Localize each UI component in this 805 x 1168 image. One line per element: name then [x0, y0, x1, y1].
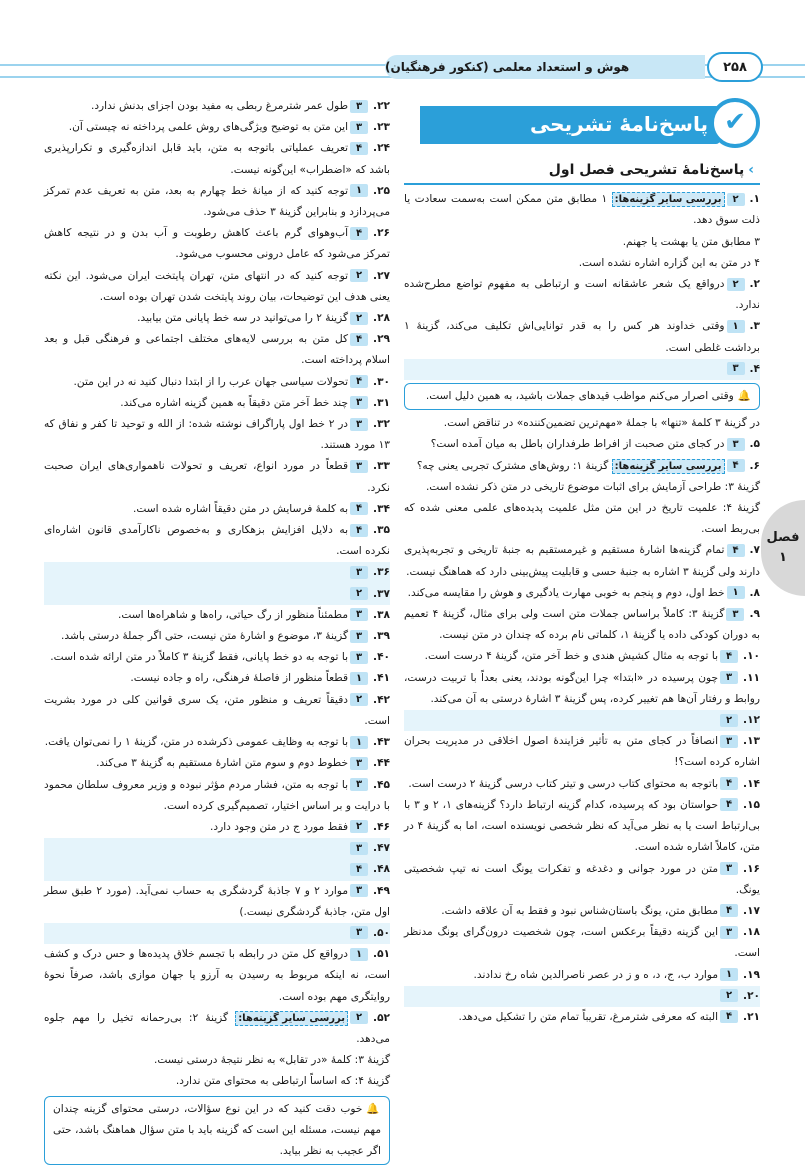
tip-text: خوب دقت کنید که در این نوع سؤالات، درستی محتوای گزینه چندان مهم نیست، مسئله این است که گزینه باید با متن سؤال هماهنگ باشد، حتی اگر عجیب به نظر بیاید. — [53, 1102, 381, 1157]
page-header — [0, 52, 805, 82]
answer-badge: ۳ — [720, 862, 738, 875]
answer-text: گزینهٔ ۳: کلمهٔ «در تقابل» به نظر نتیجهٔ درستی نیست. — [153, 1054, 390, 1067]
answer-item — [44, 138, 390, 180]
question-number: ۳۴. — [373, 502, 390, 515]
answer-item — [404, 434, 760, 455]
question-number: ۲۹. — [373, 333, 390, 346]
book-title: هوش و استعداد معلمی (کنکور فرهنگیان) — [385, 55, 705, 79]
answer-item — [44, 117, 390, 138]
question-number: ۵۰. — [373, 926, 390, 939]
answer-item — [404, 731, 760, 773]
answer-item — [44, 520, 390, 562]
answer-badge: ۳ — [350, 396, 368, 409]
section-title — [404, 158, 760, 185]
answer-text: این گزینه دقیقاً برعکس است، چون شخصیت درون‌گرای یونگ مدنظر است. — [404, 926, 760, 960]
answer-badge: ۱ — [350, 948, 368, 961]
answer-item — [44, 647, 390, 668]
answer-badge: ۳ — [350, 884, 368, 897]
answer-text: طول عمر شترمرغ ربطی به مفید بودن اجزای بدنش ندارد. — [90, 100, 349, 112]
answer-text: موارد ۲ و ۷ جاذبهٔ گردشگری به حساب نمی‌آید. (مورد ۲ طبق سطر اول متن، جاذبهٔ گردشگری نیست.) — [44, 884, 390, 918]
question-number: ۴۱. — [373, 672, 390, 685]
question-number: ۴. — [749, 362, 760, 375]
question-number: ۱۴. — [743, 777, 760, 790]
answer-badge: ۳ — [350, 651, 368, 664]
answer-item — [404, 795, 760, 859]
answer-badge: ۴ — [720, 1010, 738, 1023]
question-number: ۲۳. — [373, 121, 390, 134]
answer-item — [44, 223, 390, 265]
answer-item — [44, 605, 390, 626]
answer-badge: ۱ — [350, 736, 368, 749]
right-column — [404, 96, 760, 1028]
answer-item — [44, 775, 390, 817]
answer-item — [404, 316, 760, 358]
answer-text: با توجه به دو خط پایانی، فقط گزینهٔ ۳ کاملاً در متن ارائه شده است. — [50, 651, 349, 664]
answer-badge: ۲ — [350, 587, 368, 600]
answer-badge: ۲ — [350, 312, 368, 325]
question-number: ۲۴. — [373, 142, 390, 155]
question-number: ۵. — [749, 438, 760, 451]
answer-badge: ۳ — [350, 121, 368, 134]
answer-text: مطابق متن، یونگ باستان‌شناس نبود و فقط به آن علاقه داشت. — [441, 904, 719, 917]
answer-text: گزینهٔ ۴: که اساساً ارتباطی به محتوای متن ندارد. — [175, 1075, 390, 1088]
question-number: ۱۶. — [743, 862, 760, 875]
answer-item — [44, 456, 390, 498]
answer-text: گزینهٔ ۱: روش‌های مشترک تجربی یعنی چه؟ — [416, 459, 609, 472]
answer-text: با توجه به وظایف عمومی ذکرشده در متن، گزینهٔ ۱ را نمی‌توان یافت. — [44, 736, 349, 749]
bell-icon: 🔔 — [737, 390, 751, 403]
answer-text: انصافاً در کجای متن به تأثیر فزایندهٔ اصول اخلاقی در مدیریت بحران اشاره کرده است؟! — [404, 735, 760, 769]
answer-item — [404, 477, 760, 498]
answer-text: دقیقاً تعریف و منظور متن، یک سری قوانین کلی در مورد بشریت است. — [44, 693, 390, 727]
answer-item — [404, 583, 760, 604]
answer-badge: ۴ — [720, 650, 738, 663]
answer-item — [404, 1007, 760, 1028]
chapter-side-tab — [761, 500, 805, 596]
answer-badge: ۴ — [350, 333, 368, 346]
question-number: ۲۶. — [373, 227, 390, 240]
question-number: ۲۸. — [373, 312, 390, 325]
answer-text: گزینهٔ ۳: طراحی آزمایش برای اثبات موضوع تاریخی در متن ذکر نشده است. — [425, 480, 760, 493]
section-title-text: پاسخ‌نامهٔ تشریحی فصل اول — [548, 162, 745, 178]
question-number: ۳۱. — [373, 396, 390, 409]
answer-badge: ۳ — [726, 608, 744, 621]
answer-text: با توجه به متن، فشار مردم مؤثر نبوده و وزیر معروف سلطان محمود با درایت و بر اساس اختیار، تصمیم‌گیری کرده است. — [44, 778, 390, 812]
question-number: ۳۷. — [373, 587, 390, 600]
answer-badge: ۳ — [350, 566, 368, 579]
answer-text: خطوط دوم و سوم متن اشارهٔ مستقیم به گزینهٔ ۳ می‌کند. — [96, 757, 349, 770]
answer-badge: ۲ — [350, 269, 368, 282]
answer-text: ۱ مطابق متن ممکن است به‌سمت سعادت یا ذلت سوق دهد. — [404, 193, 760, 227]
answer-badge: ۳ — [720, 671, 738, 684]
answer-item — [44, 668, 390, 689]
question-number: ۴۷. — [373, 842, 390, 855]
answer-badge: ۲ — [727, 193, 745, 206]
answer-badge: ۲ — [720, 714, 738, 727]
answer-item — [404, 540, 760, 582]
question-number: ۲۲. — [373, 100, 390, 112]
answer-item — [44, 690, 390, 732]
chapter-number: ۱ — [779, 550, 787, 565]
answer-badge: ۳ — [720, 926, 738, 939]
answer-badge: ۱ — [720, 968, 738, 981]
answer-badge: ۳ — [350, 460, 368, 473]
answer-item — [44, 393, 390, 414]
answer-text: به کلمهٔ فرسایش در متن دقیقاً اشاره شده است. — [133, 502, 349, 515]
answer-text: تحولات سیاسی جهان عرب را از ابتدا دنبال کنید نه در این متن. — [73, 375, 349, 388]
question-number: ۱۲. — [743, 714, 760, 727]
answer-badge: ۳ — [350, 608, 368, 621]
answer-text: ۴ در متن به این گزاره اشاره نشده است. — [578, 256, 760, 269]
question-number: ۲۵. — [373, 184, 390, 197]
question-number: ۱۸. — [743, 926, 760, 939]
answer-text: درواقع یک شعر عاشقانه است و ارتباطی به مفهوم تواضع مطرح‌شده ندارد. — [404, 278, 760, 312]
question-number: ۴۳. — [373, 736, 390, 749]
answer-item — [404, 232, 760, 253]
answer-item — [404, 965, 760, 986]
answer-badge: ۱ — [727, 586, 745, 599]
checkmark-icon: ✔ — [710, 98, 760, 148]
tip-note — [404, 383, 760, 410]
answer-item — [404, 646, 760, 667]
answer-item — [404, 359, 760, 380]
answer-text: گزینهٔ ۳، موضوع و اشارهٔ متن نیست، حتی اگر جملهٔ درستی باشد. — [61, 630, 349, 643]
question-number: ۴۰. — [373, 651, 390, 664]
question-number: ۱۱. — [743, 671, 760, 684]
answer-text: ۳ مطابق متن یا بهشت یا جهنم. — [622, 235, 760, 248]
answer-text: به دلایل افزایش بزهکاری و به‌خصوص ناکارآمدی قانون اشاره‌ای نکرده است. — [44, 524, 390, 558]
question-number: ۳. — [749, 320, 760, 333]
answer-text: موارد ب، ج، د، ه و ز در عصر ناصرالدین شاه رخ ندادند. — [473, 968, 719, 981]
question-number: ۱۹. — [743, 968, 760, 981]
page-number: ۲۵۸ — [707, 52, 763, 82]
answer-badge: ۱ — [727, 320, 745, 333]
question-number: ۳۶. — [373, 566, 390, 579]
answer-item — [404, 456, 760, 477]
answer-badge: ۴ — [350, 142, 368, 155]
answer-item — [404, 498, 760, 540]
answer-item — [404, 986, 760, 1007]
answer-text: آب‌وهوای گرم باعث کاهش رطوبت و آب بدن و در نتیجه کاهش تمرکز می‌شود که عامل درونی محسوب می‌شود. — [44, 227, 390, 261]
answer-text: کل متن به بررسی لایه‌های مختلف اجتماعی و فرهنگی قبل و بعد اسلام پرداخته است. — [44, 333, 390, 367]
answers-list-right — [404, 189, 760, 1028]
answer-item — [404, 774, 760, 795]
answer-item — [44, 562, 390, 583]
question-number: ۳۸. — [373, 608, 390, 621]
answer-badge: ۳ — [727, 362, 745, 375]
answer-badge: ۴ — [720, 904, 738, 917]
answer-badge: ۴ — [350, 502, 368, 515]
tip-note — [44, 1096, 390, 1166]
answer-item — [44, 881, 390, 923]
answer-item — [44, 859, 390, 880]
answer-item — [404, 710, 760, 731]
left-column — [44, 96, 390, 1168]
question-number: ۲۱. — [743, 1010, 760, 1023]
question-number: ۱۰. — [743, 650, 760, 663]
question-number: ۵۱. — [373, 948, 390, 961]
question-number: ۳۵. — [373, 524, 390, 537]
answer-badge: ۴ — [350, 863, 368, 876]
question-number: ۲. — [749, 278, 760, 291]
answer-badge: ۱ — [350, 672, 368, 685]
answer-item — [44, 732, 390, 753]
answer-text: گزینهٔ ۲: بی‌رحمانه تخیل را مهم جلوه می‌دهد. — [44, 1011, 390, 1045]
answer-item — [44, 584, 390, 605]
answer-item — [404, 604, 760, 646]
question-number: ۴۹. — [373, 884, 390, 897]
answer-item — [44, 372, 390, 393]
review-label: بررسی سایر گزینه‌ها: — [235, 1011, 348, 1026]
answer-item — [404, 668, 760, 710]
answer-text: حواستان بود که پرسیده، کدام گزینه ارتباط دارد؟ گزینه‌های ۱، ۲ و ۳ با بی‌ارتباط است یا به نظر می‌آید که نظر شخصی نویسنده است، اما به گزینهٔ ۴ در متن، کاملاً اشاره شده است. — [404, 798, 761, 854]
answer-badge: ۳ — [350, 778, 368, 791]
question-number: ۳۳. — [373, 460, 390, 473]
answer-item — [404, 274, 760, 316]
answer-text: توجه کنید که در انتهای متن، تهران پایتخت ایران می‌شود. این نکته یعنی هدف این توضیحات، بیان روند پایتخت شدن تهران بوده است. — [44, 269, 390, 303]
answer-badge: ۴ — [720, 798, 738, 811]
question-number: ۳۹. — [373, 630, 390, 643]
answer-badge: ۴ — [350, 375, 368, 388]
answer-badge: ۳ — [727, 438, 745, 451]
answer-item — [44, 414, 390, 456]
answer-text: گزینهٔ ۳: کاملاً براساس جملات متن است ولی برای مثال، گزینهٔ ۴ تعمیم به دوران کودکی داده یا گزینهٔ ۱، کلماتی نام برده که چندان در متن نیست. — [404, 608, 760, 642]
question-number: ۹. — [749, 608, 760, 621]
answer-item — [44, 817, 390, 838]
answer-item — [44, 838, 390, 859]
answer-badge: ۳ — [350, 842, 368, 855]
question-number: ۸. — [749, 586, 760, 599]
answer-text: فقط مورد ج در متن وجود دارد. — [210, 820, 349, 833]
answer-text: در ۲ خط اول پاراگراف نوشته شده: از الله و توحید تا کفر و نفاق که ۱۳ مورد هستند. — [44, 418, 390, 452]
answer-item — [44, 499, 390, 520]
answer-badge: ۲ — [350, 820, 368, 833]
question-number: ۴۴. — [373, 757, 390, 770]
question-number: ۶. — [749, 459, 760, 472]
answer-item — [44, 96, 390, 117]
answer-item — [44, 181, 390, 223]
answer-text: قطعاً منظور از فاصلهٔ فرهنگی، راه و جاده نیست. — [130, 672, 349, 685]
answer-item — [404, 413, 760, 434]
answer-text: وقتی خداوند هر کس را به قدر توانایی‌اش تکلیف می‌کند، گزینهٔ ۱ برداشت غلطی است. — [404, 320, 760, 354]
answer-badge: ۳ — [350, 757, 368, 770]
answer-item — [44, 944, 390, 1008]
answer-text: این متن به توضیح ویژگی‌های روش علمی پرداخته نه چیستی آن. — [68, 121, 349, 134]
question-number: ۳۲. — [373, 418, 390, 431]
answer-item — [44, 1050, 390, 1071]
question-number: ۴۸. — [373, 863, 390, 876]
answer-badge: ۴ — [727, 544, 745, 557]
answer-text: در گزینهٔ ۳ کلمهٔ «تنها» با جملهٔ «مهم‌ترین تضمین‌کننده» در تناقض است. — [443, 417, 760, 430]
answer-text: البته که معرفی شترمرغ، تقریباً تمام متن را تشکیل می‌دهد. — [458, 1010, 719, 1023]
answer-badge: ۴ — [727, 459, 745, 472]
answer-item — [44, 308, 390, 329]
answer-text: خط اول، دوم و پنجم به خوبی مهارت یادگیری و هوش را مقایسه می‌کند. — [407, 586, 725, 599]
answer-item — [44, 753, 390, 774]
question-number: ۴۵. — [373, 778, 390, 791]
answer-text: توجه کنید که از میانهٔ خط چهارم به بعد، متن به تعریف عدم تمرکز می‌پردازد و بنابراین گزینهٔ ۳ حذف می‌شود. — [44, 184, 390, 219]
answer-text: قطعاً در مورد انواع، تعریف و تحولات ناهمواری‌های ایران صحبت نکرد. — [44, 460, 390, 494]
answer-badge: ۲ — [720, 989, 738, 1002]
answer-item — [44, 1071, 390, 1092]
answer-badge: ۲ — [350, 1011, 368, 1024]
answer-text: باتوجه به محتوای کتاب درسی و تیتر کتاب درسی گزینهٔ ۲ درست است. — [408, 777, 719, 790]
tip-text: وقتی اصرار می‌کنم مواظب قیدهای جملات باشید، به همین دلیل است. — [425, 390, 734, 403]
question-number: ۴۶. — [373, 820, 390, 833]
answer-badge: ۱ — [350, 184, 368, 197]
answer-item — [404, 901, 760, 922]
answer-item — [404, 859, 760, 901]
answer-badge: ۳ — [350, 418, 368, 431]
answer-item — [404, 253, 760, 274]
answer-item — [44, 266, 390, 308]
question-number: ۳۰. — [373, 375, 390, 388]
answer-badge: ۴ — [350, 227, 368, 240]
answer-item — [404, 189, 760, 231]
answer-text: چند خط آخر متن دقیقاً به همین گزینه اشاره می‌کند. — [120, 396, 349, 409]
answer-item — [44, 626, 390, 647]
answer-text: متن در مورد جوانی و دغدغه و تفکرات یونگ است نه تیپ شخصیتی یونگ. — [404, 862, 760, 896]
answer-badge: ۳ — [350, 630, 368, 643]
chevron-icon: › — [748, 162, 754, 178]
question-number: ۱۵. — [743, 798, 760, 811]
answer-text: چون پرسیده در «ابتدا» چرا این‌گونه بودند، یعنی بعداً با تربیت درست، روابط و رفتار آن‌ها هم تغییر کرده، پس گزینهٔ ۳ اشارهٔ درستی به آن می‌کند. — [404, 671, 760, 705]
answer-text: تمام گزینه‌ها اشارهٔ مستقیم و غیرمستقیم به جنبهٔ تاریخی و تجربه‌پذیری دارند ولی گزینهٔ ۳ اشاره به جنبهٔ حسی و قابلیت پیش‌بینی دارد که هماهنگ نیست. — [404, 544, 760, 578]
answer-badge: ۴ — [720, 777, 738, 790]
answer-badge: ۲ — [350, 693, 368, 706]
answer-text: تعریف عملیاتی باتوجه به متن، باید قابل اندازه‌گیری و تکرارپذیری باشد که «اضطراب» این‌گونه نیست. — [44, 142, 390, 176]
bell-icon: 🔔 — [366, 1102, 381, 1115]
answer-item — [44, 329, 390, 371]
question-number: ۱. — [749, 193, 760, 206]
answer-badge: ۳ — [350, 100, 368, 113]
answer-text: با توجه به مثال کشیش هندی و خط آخر متن، گزینهٔ ۴ درست است. — [424, 650, 719, 663]
answer-banner — [404, 96, 760, 152]
chapter-label: فصل — [766, 530, 800, 545]
question-number: ۱۳. — [743, 735, 760, 748]
question-number: ۲۷. — [373, 269, 390, 282]
answer-badge: ۳ — [350, 926, 368, 939]
answer-badge: ۲ — [727, 278, 745, 291]
banner-title: پاسخ‌نامهٔ تشریحی — [420, 106, 720, 144]
question-number: ۱۷. — [743, 904, 760, 917]
answer-item — [44, 1008, 390, 1050]
answer-text: مطمئناً منظور از رگ حیاتی، راه‌ها و شاهراه‌ها است. — [118, 608, 349, 621]
answer-item — [44, 923, 390, 944]
answers-list-left — [44, 96, 390, 1165]
question-number: ۵۲. — [373, 1011, 390, 1024]
answer-text: گزینهٔ ۲ را می‌توانید در سه خط پایانی متن بیابید. — [137, 312, 349, 325]
answer-text: در کجای متن صحبت از افراط طرفداران باطل به میان آمده است؟ — [430, 438, 725, 451]
review-label: بررسی سایر گزینه‌ها: — [612, 192, 725, 207]
question-number: ۷. — [749, 544, 760, 557]
answer-item — [404, 922, 760, 964]
answer-badge: ۳ — [720, 735, 738, 748]
question-number: ۴۲. — [373, 693, 390, 706]
answer-text: گزینهٔ ۴: علمیت تاریخ در این متن مثل علمیت پدیده‌های علمی معنی شده که بی‌ربط است. — [404, 502, 760, 536]
answer-text: درواقع کل متن در رابطه با تجسم خلاق پدیده‌ها و حس درک و کشف است، نه اینکه مربوط به رسیدن به آرزو یا جهان موازی باشد، صرفاً نحوهٔ روایتگری مهم بوده است. — [44, 948, 390, 1003]
answer-badge: ۴ — [350, 524, 368, 537]
review-label: بررسی سایر گزینه‌ها: — [612, 459, 725, 474]
question-number: ۲۰. — [743, 989, 760, 1002]
